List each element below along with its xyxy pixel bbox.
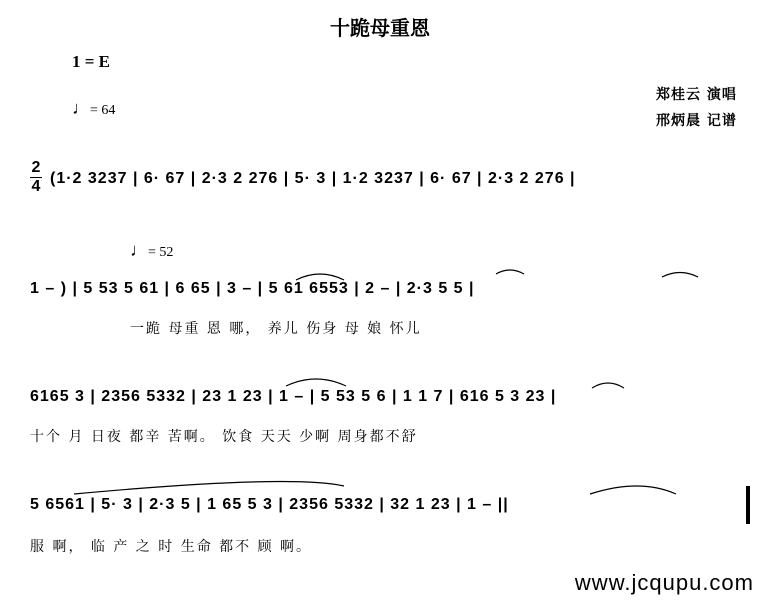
performer-credit: 郑桂云 演唱 [656, 87, 737, 103]
transcriber-credit: 邢炳晨 记谱 [656, 113, 737, 129]
staff-row-3-notes: 6165 3 | 2356 5332 | 23 1 23 | 1 – | 5 53 5 6 | 1 1 7 | 616 5 3 23 | [30, 388, 557, 405]
quarter-note-icon: ♩ [130, 240, 148, 260]
slur [662, 273, 698, 278]
tempo-marking-64: ♩= 64 [72, 98, 116, 118]
quarter-note-icon: ♩ [72, 98, 90, 118]
page-title: 十跪母重恩 [330, 16, 430, 40]
tempo-marking-52: ♩= 52 [130, 240, 174, 260]
slur [74, 482, 344, 495]
staff-row-4-notes: 5 6561 | 5· 3 | 2·3 5 | 1 65 5 3 | 2356 5332 | 32 1 23 | 1 – || [30, 496, 509, 513]
key-signature: 1 = E [72, 52, 111, 71]
slur [286, 379, 346, 386]
staff-row-3-lyrics: 十个 月 日夜 都辛 苦啊。 饮食 天天 少啊 周身都不舒 [30, 429, 418, 445]
slur [592, 383, 624, 388]
slur [496, 270, 524, 274]
staff-row-2-notes: 1 – ) | 5 53 5 61 | 6 65 | 3 – | 5 61 6553 | 2 – | 2·3 5 5 | [30, 280, 475, 297]
slur [296, 274, 344, 280]
watermark: www.jcqupu.com [574, 570, 754, 595]
time-signature: 2 4 [31, 159, 41, 195]
slur [590, 486, 676, 494]
staff-row-1-notes: (1·2 3237 | 6· 67 | 2·3 2 276 | 5· 3 | 1·2 3237 | 6· 67 | 2·3 2 276 | [50, 170, 576, 187]
final-barline [746, 486, 750, 524]
staff-row-2-lyrics: 一跪 母重 恩 哪， 养儿 伤身 母 娘 怀儿 [130, 321, 422, 337]
staff-row-4-lyrics: 服 啊， 临 产 之 时 生命 都不 顾 啊。 [30, 539, 313, 555]
